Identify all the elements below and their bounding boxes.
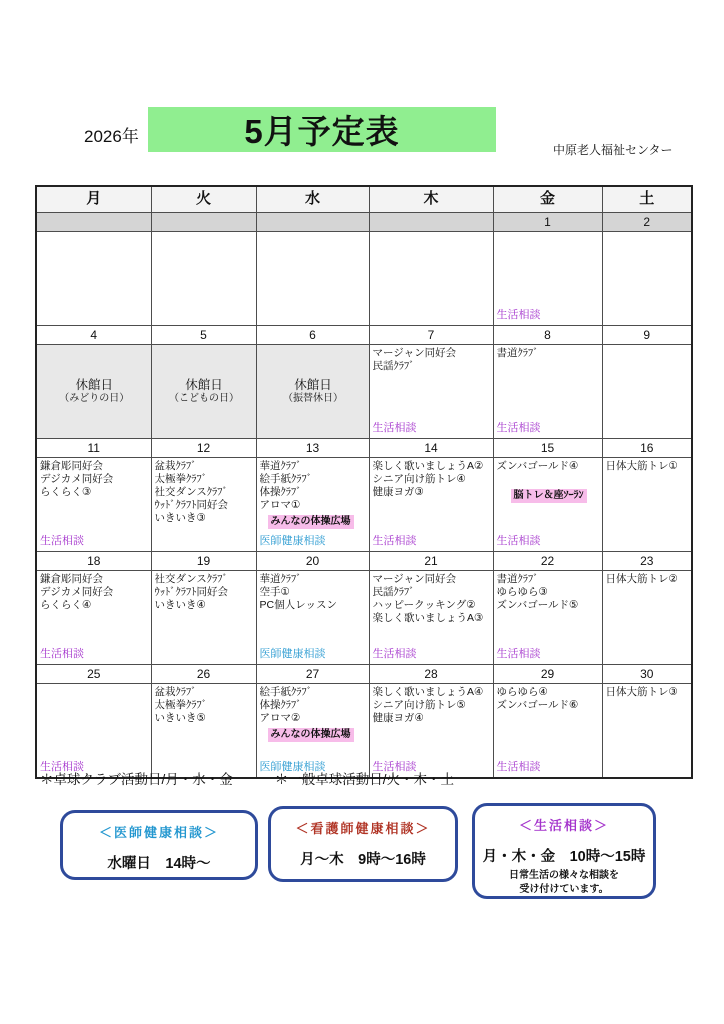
event-label: 日体大筋トレ③ xyxy=(605,686,678,698)
date-number: 29 xyxy=(493,665,602,684)
date-number: 12 xyxy=(151,439,256,458)
week-row xyxy=(36,684,692,779)
event-label: デジカメ同好会 xyxy=(40,473,114,486)
holiday-label: 休館日 xyxy=(75,377,113,392)
date-number xyxy=(256,213,369,232)
date-row xyxy=(36,552,692,571)
date-number: 13 xyxy=(256,439,369,458)
date-number: 28 xyxy=(369,665,493,684)
event-label: シニア向け筋トレ⑤ xyxy=(372,699,466,712)
event-label: 華道ｸﾗﾌﾞ xyxy=(259,460,302,472)
info-box-schedule: 月・木・金 10時～15時 xyxy=(482,849,646,865)
holiday-label: 休館日 xyxy=(185,377,223,392)
event-label: ｳｯﾄﾞｸﾗﾌﾄ同好会 xyxy=(154,499,228,512)
calendar-cell xyxy=(36,458,151,552)
date-number: 21 xyxy=(369,552,493,571)
event-label: 健康ヨガ④ xyxy=(372,712,424,725)
week-row xyxy=(36,232,692,326)
calendar-cell xyxy=(369,684,493,779)
week-row xyxy=(36,571,692,665)
calendar-cell xyxy=(256,345,369,439)
event-label: ズンバゴールド⑤ xyxy=(496,599,579,612)
cell-content xyxy=(370,571,493,664)
event-label: 盆栽ｸﾗﾌﾞ xyxy=(154,686,197,698)
info-box-schedule: 水曜日 14時～ xyxy=(107,856,211,872)
date-number: 18 xyxy=(36,552,151,571)
footnotes xyxy=(40,768,454,788)
date-number: 19 xyxy=(151,552,256,571)
cell-content xyxy=(257,571,369,664)
calendar-cell xyxy=(36,684,151,779)
event-label: 華道ｸﾗﾌﾞ xyxy=(259,573,302,585)
event-label: 書道ｸﾗﾌﾞ xyxy=(496,347,539,359)
day-header: 金 xyxy=(493,186,602,213)
cell-content xyxy=(603,684,692,777)
event-label: ゆらゆら③ xyxy=(496,586,548,599)
date-row xyxy=(36,665,692,684)
calendar-cell xyxy=(36,571,151,665)
date-row xyxy=(36,439,692,458)
month-title: 5月予定表 xyxy=(148,107,496,152)
event-label: ｳｯﾄﾞｸﾗﾌﾄ同好会 xyxy=(154,586,228,599)
cell-content xyxy=(603,345,692,438)
event-label: 体操ｸﾗﾌﾞ xyxy=(259,486,302,499)
event-label: ズンバゴールド⑥ xyxy=(496,699,579,712)
calendar-head xyxy=(36,186,692,213)
event-label: 民謡ｸﾗﾌﾞ xyxy=(372,586,415,599)
date-number: 27 xyxy=(256,665,369,684)
event-label: 書道ｸﾗﾌﾞ xyxy=(496,573,539,585)
calendar-cell xyxy=(151,345,256,439)
holiday-sublabel: （みどりの日） xyxy=(59,393,130,405)
event-label: 鎌倉彫同好会 xyxy=(40,460,103,472)
event-label: 空手① xyxy=(259,586,290,599)
cell-content xyxy=(37,571,151,664)
info-box-title: ＜看護師健康相談＞ xyxy=(295,821,431,836)
doctor-consult-label: 医師健康相談 xyxy=(259,761,326,774)
event-label: デジカメ同好会 xyxy=(40,586,114,599)
cell-content xyxy=(257,684,369,777)
life-consult-label: 生活相談 xyxy=(496,309,541,322)
life-consult-label: 生活相談 xyxy=(40,535,84,548)
calendar-cell xyxy=(256,232,369,326)
life-consult-label: 生活相談 xyxy=(496,761,541,774)
cell-content xyxy=(37,345,151,438)
calendar-cell xyxy=(602,458,692,552)
info-box-nurse xyxy=(268,806,458,882)
doctor-consult-label: 医師健康相談 xyxy=(259,535,326,548)
date-number: 25 xyxy=(36,665,151,684)
cell-content xyxy=(494,684,602,777)
highlight-badge: みんなの体操広場 xyxy=(268,728,354,742)
event-label: 民謡ｸﾗﾌﾞ xyxy=(372,360,415,373)
year-label: 2026年 xyxy=(84,127,139,146)
event-label: 体操ｸﾗﾌﾞ xyxy=(259,699,302,712)
calendar-table xyxy=(35,185,693,779)
cell-content xyxy=(37,684,151,777)
date-number xyxy=(369,213,493,232)
event-label: 楽しく歌いましょうA④ xyxy=(372,686,484,698)
event-label: 絵手紙ｸﾗﾌﾞ xyxy=(259,473,312,486)
cell-content xyxy=(257,345,369,438)
calendar xyxy=(35,185,693,779)
cell-content xyxy=(370,458,493,551)
info-box-title: ＜医師健康相談＞ xyxy=(98,825,219,840)
cell-content xyxy=(257,458,369,551)
event-label: 日体大筋トレ② xyxy=(605,573,678,585)
event-label: 健康ヨガ③ xyxy=(372,486,424,499)
week-row xyxy=(36,458,692,552)
date-number: 15 xyxy=(493,439,602,458)
event-label: 太極拳ｸﾗﾌﾞ xyxy=(154,699,207,712)
life-consult-label: 生活相談 xyxy=(496,648,541,661)
event-label: 楽しく歌いましょうA③ xyxy=(372,612,484,625)
event-label: 鎌倉彫同好会 xyxy=(40,573,103,585)
life-consult-label: 生活相談 xyxy=(372,422,417,435)
holiday-sublabel: （こどもの日） xyxy=(169,393,239,405)
calendar-cell xyxy=(256,458,369,552)
date-number: 23 xyxy=(602,552,692,571)
event-label: 楽しく歌いましょうA② xyxy=(372,460,484,472)
event-label: 絵手紙ｸﾗﾌﾞ xyxy=(259,686,312,698)
calendar-cell xyxy=(602,684,692,779)
date-number: 6 xyxy=(256,326,369,345)
date-number: 4 xyxy=(36,326,151,345)
cell-content xyxy=(37,232,151,325)
cell-content xyxy=(603,458,692,551)
date-number: 22 xyxy=(493,552,602,571)
cell-content xyxy=(370,345,493,438)
cell-content xyxy=(152,458,256,551)
cell-content xyxy=(603,571,692,664)
event-label: いきいき③ xyxy=(154,512,206,525)
event-label: らくらく④ xyxy=(40,599,92,612)
event-label: マージャン同好会 xyxy=(372,347,457,359)
calendar-cell xyxy=(36,232,151,326)
cell-content xyxy=(370,684,493,777)
day-header: 水 xyxy=(256,186,369,213)
event-label: シニア向け筋トレ④ xyxy=(372,473,466,486)
footnote: ＊卓球クラブ活動日/月・水・金 xyxy=(40,772,233,787)
date-number: 2 xyxy=(602,213,692,232)
cell-content xyxy=(494,458,602,551)
calendar-cell xyxy=(493,684,602,779)
highlight-badge: みんなの体操広場 xyxy=(268,515,354,529)
life-consult-label: 生活相談 xyxy=(372,648,417,661)
life-consult-label: 生活相談 xyxy=(496,535,541,548)
info-box-doctor xyxy=(60,810,258,880)
event-label: いきいき⑤ xyxy=(154,712,206,725)
event-label: 太極拳ｸﾗﾌﾞ xyxy=(154,473,207,486)
cell-content xyxy=(152,571,256,664)
cell-content xyxy=(37,458,151,551)
event-label: ハッピークッキング② xyxy=(372,599,476,612)
life-consult-label: 生活相談 xyxy=(372,535,417,548)
footnote: ＊一般卓球活動日/火・木・土 xyxy=(274,772,455,787)
date-number: 1 xyxy=(493,213,602,232)
event-label: 日体大筋トレ① xyxy=(605,460,678,472)
calendar-cell xyxy=(493,345,602,439)
date-number xyxy=(36,213,151,232)
event-label: アロマ② xyxy=(259,712,301,725)
cell-content xyxy=(370,232,493,325)
life-consult-label: 生活相談 xyxy=(40,648,84,661)
date-number: 26 xyxy=(151,665,256,684)
calendar-cell xyxy=(493,232,602,326)
event-label: マージャン同好会 xyxy=(372,573,457,585)
life-consult-label: 生活相談 xyxy=(496,422,541,435)
event-label: 社交ダンスｸﾗﾌﾞ xyxy=(154,573,228,585)
day-header: 火 xyxy=(151,186,256,213)
calendar-cell xyxy=(151,684,256,779)
calendar-cell xyxy=(602,232,692,326)
life-consult-label: 生活相談 xyxy=(372,761,417,774)
calendar-cell xyxy=(151,458,256,552)
date-row xyxy=(36,213,692,232)
calendar-cell xyxy=(369,458,493,552)
highlight-badge: 脳トレ＆座ｿｰﾗﾝ xyxy=(511,489,587,503)
date-number xyxy=(151,213,256,232)
info-box-schedule: 月～木 9時～16時 xyxy=(300,852,426,868)
day-header: 土 xyxy=(602,186,692,213)
cell-content xyxy=(152,345,256,438)
date-number: 16 xyxy=(602,439,692,458)
calendar-cell xyxy=(602,345,692,439)
week-row xyxy=(36,345,692,439)
cell-content xyxy=(494,345,602,438)
doctor-consult-label: 医師健康相談 xyxy=(259,648,326,661)
calendar-cell xyxy=(369,571,493,665)
calendar-cell xyxy=(151,232,256,326)
cell-content xyxy=(494,571,602,664)
info-box-title: ＜生活相談＞ xyxy=(518,818,609,833)
calendar-cell xyxy=(256,684,369,779)
event-label: らくらく③ xyxy=(40,486,92,499)
cell-content xyxy=(494,232,602,325)
cell-content xyxy=(152,684,256,777)
event-label: ゆらゆら④ xyxy=(496,686,548,698)
calendar-cell xyxy=(369,232,493,326)
event-label: ズンバゴールド④ xyxy=(496,460,579,472)
event-label: 盆栽ｸﾗﾌﾞ xyxy=(154,460,197,472)
day-header: 月 xyxy=(36,186,151,213)
date-number: 30 xyxy=(602,665,692,684)
calendar-cell xyxy=(493,458,602,552)
organization-name: 中原老人福祉センター xyxy=(553,143,673,157)
calendar-cell xyxy=(151,571,256,665)
info-box-description: 日常生活の様々な相談を 受け付けています。 xyxy=(509,870,619,895)
event-label: アロマ① xyxy=(259,499,301,512)
date-number: 20 xyxy=(256,552,369,571)
calendar-cell xyxy=(256,571,369,665)
date-number: 14 xyxy=(369,439,493,458)
event-label: PC個人レッスン xyxy=(259,599,337,612)
calendar-cell xyxy=(36,345,151,439)
life-consult-label: 生活相談 xyxy=(40,761,84,774)
date-number: 8 xyxy=(493,326,602,345)
date-number: 11 xyxy=(36,439,151,458)
calendar-body xyxy=(36,213,692,779)
date-number: 5 xyxy=(151,326,256,345)
calendar-cell xyxy=(602,571,692,665)
calendar-cell xyxy=(493,571,602,665)
holiday-label: 休館日 xyxy=(294,377,332,392)
calendar-cell xyxy=(369,345,493,439)
date-row xyxy=(36,326,692,345)
cell-content xyxy=(152,232,256,325)
date-number: 9 xyxy=(602,326,692,345)
info-box-life xyxy=(472,803,656,899)
day-header-row xyxy=(36,186,692,213)
cell-content xyxy=(603,232,692,325)
date-number: 7 xyxy=(369,326,493,345)
event-label: いきいき④ xyxy=(154,599,206,612)
holiday-sublabel: （振替休日） xyxy=(283,393,343,405)
day-header: 木 xyxy=(369,186,493,213)
cell-content xyxy=(257,232,369,325)
event-label: 社交ダンスｸﾗﾌﾞ xyxy=(154,486,228,499)
